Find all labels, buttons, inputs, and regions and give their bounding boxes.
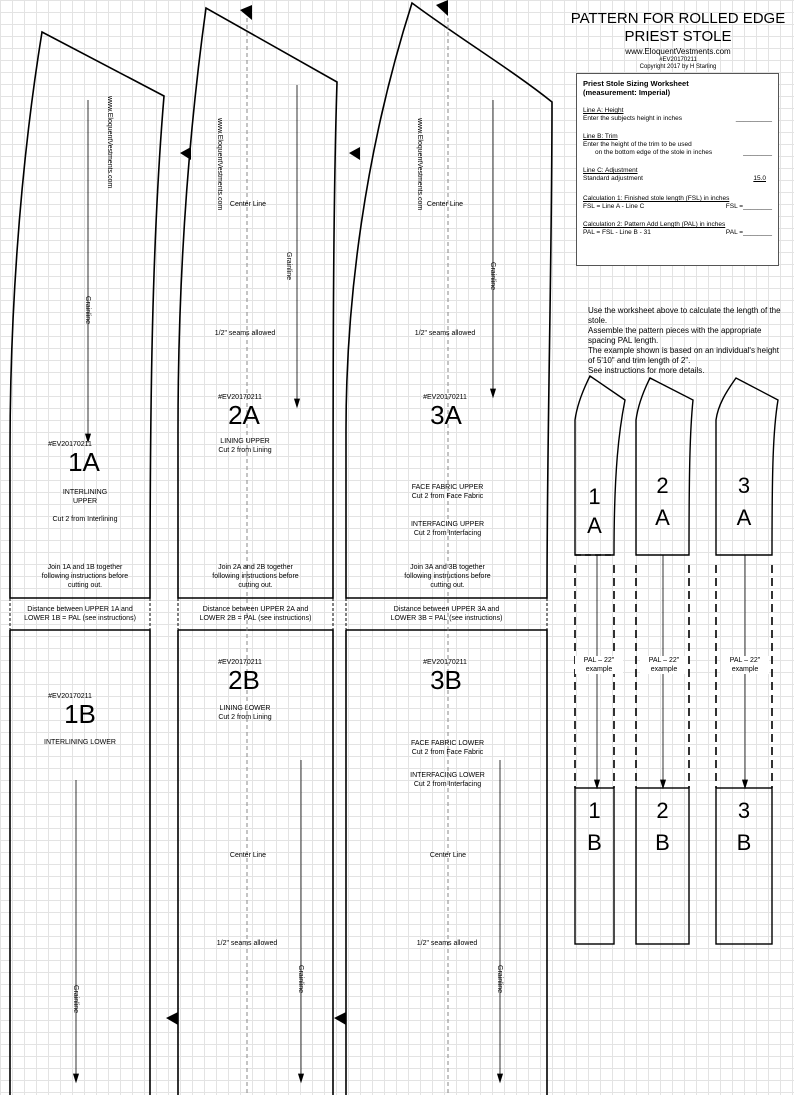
instruction-3: The example shown is based on an individual's height of 5'10" and trim length of 2". — [588, 346, 779, 365]
piece-3a-join — [375, 563, 520, 590]
diagram-2a-label-2: A — [655, 505, 670, 530]
piece-2a-grainline: Grainline — [285, 252, 292, 281]
piece-2a-join-3: cutting out. — [238, 582, 273, 589]
piece-1a-name: INTERLINING — [62, 489, 108, 496]
piece-3b-center-line: Center Line — [429, 852, 467, 859]
piece-2a-seam: 1/2" seams allowed — [214, 330, 276, 337]
diagram-3-dashes — [716, 565, 772, 788]
piece-2a-join — [183, 563, 328, 590]
piece-3b-outline — [346, 630, 547, 1095]
diagram-3b-label-2: B — [736, 830, 752, 855]
notch-3a-top — [436, 0, 448, 16]
diagram-1a-label-1: 1 — [588, 484, 601, 509]
gap-3-line-2: LOWER 3B = PAL (see instructions) — [390, 615, 503, 622]
header-code: #EV20170211 — [659, 57, 697, 63]
piece-3a-name: FACE FABRIC UPPER — [411, 484, 484, 491]
diagram-3a-label-2: A — [736, 505, 752, 530]
piece-1b-code: #EV20170211 — [48, 693, 92, 700]
calc-2-blank[interactable]: ________ — [743, 229, 772, 236]
line-a-text: Enter the subjects height in inches — [583, 115, 683, 122]
diagram-1b-label-2: B — [587, 830, 602, 855]
piece-1b-grainline: Grainline — [72, 985, 79, 1014]
piece-3a-cut: Cut 2 from Face Fabric — [411, 493, 484, 500]
instruction-1: Use the worksheet above to calculate the length of the stole. — [588, 306, 781, 325]
piece-2b-code: #EV20170211 — [218, 659, 262, 666]
piece-3b-id: 3B — [430, 665, 462, 695]
gap-3-label — [346, 605, 547, 623]
diagram-1-pal — [575, 656, 623, 674]
diagram-2-pal-label: PAL – 22" — [648, 657, 680, 664]
piece-1a-cut: Cut 2 from Interlining — [52, 516, 118, 523]
diagram-2-arrow — [661, 780, 666, 788]
diagram-2-example: example — [650, 666, 678, 673]
calc-1-result: FSL = — [725, 203, 744, 210]
diagram-3a-label-1: 3 — [737, 473, 751, 498]
arrow-3b — [498, 1074, 503, 1082]
instruction-4: See instructions for more details. — [588, 366, 705, 375]
gap-3-line-1: Distance between UPPER 3A and — [393, 606, 500, 613]
piece-3a-join-2: following instructions before — [404, 573, 491, 580]
line-b-text-1: Enter the height of the trim to be used — [583, 141, 692, 148]
diagram-3b-label-1: 3 — [737, 798, 751, 823]
piece-2b-grainline: Grainline — [297, 965, 304, 994]
piece-2b-name: LINING LOWER — [219, 705, 271, 712]
piece-1a-code: #EV20170211 — [48, 441, 92, 448]
piece-3a-seam: 1/2" seams allowed — [414, 330, 476, 337]
sizing-worksheet — [576, 73, 779, 266]
diagram-3-arrow — [743, 780, 748, 788]
diagram-3-pal — [721, 656, 769, 674]
gap-1-label — [10, 605, 150, 623]
piece-3a-join-1: Join 3A and 3B together — [410, 564, 485, 571]
piece-2a-join-2: following instructions before — [212, 573, 299, 580]
piece-1a-join-3: cutting out. — [67, 582, 103, 589]
piece-1a-grainline: Grainline — [84, 296, 91, 325]
diagram-1a-label-2: A — [587, 513, 602, 538]
calc-2-text: PAL = FSL - Line B - 31 — [583, 229, 651, 236]
calc-1-blank[interactable]: ________ — [743, 203, 772, 210]
calc-2-result: PAL = — [725, 229, 744, 236]
piece-3a-grainline: Grainline — [489, 262, 496, 291]
notch-2b-left — [166, 1012, 178, 1025]
diagram-3-pal-label: PAL – 22" — [729, 657, 761, 664]
piece-2a-join-1: Join 2A and 2B together — [218, 564, 293, 571]
piece-3a-website: www.EloquentVestments.com — [416, 118, 423, 211]
notch-3b-left — [334, 1012, 346, 1025]
diagram-1b-label-1: 1 — [588, 798, 601, 823]
piece-1a-join — [15, 563, 155, 590]
piece-3a-center-line: Center Line — [426, 201, 464, 208]
page-title-line-1: PATTERN FOR ROLLED EDGE — [570, 10, 786, 27]
diagram-1-dashes — [575, 565, 614, 788]
piece-2a-id: 2A — [228, 400, 260, 430]
notch-3a-left — [349, 147, 360, 160]
line-b-text-2: on the bottom edge of the stole in inches — [595, 149, 713, 156]
piece-1b-id: 1B — [64, 699, 96, 729]
piece-2a-name: LINING UPPER — [220, 438, 270, 445]
piece-3b-grainline: Grainline — [496, 965, 503, 994]
diagram-1-example: example — [585, 666, 613, 673]
diagram-2b-label-2: B — [655, 830, 670, 855]
gap-2-line-2: LOWER 2B = PAL (see instructions) — [199, 615, 312, 622]
calc-1-label: Calculation 1: Finished stole length (FSL) in inches — [583, 195, 730, 202]
piece-3a-code: #EV20170211 — [423, 394, 467, 401]
arrow-2b — [299, 1074, 304, 1082]
piece-3b-seam: 1/2" seams allowed — [416, 940, 478, 947]
diagram-1-arrow — [595, 780, 600, 788]
piece-3b-cut-2: Cut 2 from Interfacing — [413, 781, 482, 788]
line-c-text: Standard adjustment — [583, 175, 643, 182]
piece-2b-cut: Cut 2 from Lining — [218, 714, 272, 721]
line-b-blank[interactable]: ________ — [743, 149, 772, 156]
worksheet-title: Priest Stole Sizing Worksheet — [583, 79, 689, 88]
gap-1-line-1: Distance between UPPER 1A and — [27, 606, 133, 613]
piece-3b-code: #EV20170211 — [423, 659, 467, 666]
piece-3b-name-2: INTERFACING LOWER — [410, 772, 485, 779]
piece-3a-join-3: cutting out. — [430, 582, 465, 589]
worksheet-subtitle: (measurement: Imperial) — [583, 88, 671, 97]
piece-2b-outline — [178, 630, 333, 1095]
page-title-line-2: PRIEST STOLE — [624, 28, 732, 45]
diagram-2-dashes — [636, 565, 689, 788]
arrow-3a — [491, 389, 496, 397]
instruction-2: Assemble the pattern pieces with the appropriate spacing PAL length. — [588, 326, 762, 345]
piece-2a-outline — [178, 8, 337, 598]
piece-2a-website: www.EloquentVestments.com — [216, 118, 223, 211]
piece-3a-cut-2: Cut 2 from Interfacing — [413, 530, 482, 537]
piece-1a-join-2: following instructions before — [41, 573, 129, 580]
piece-2b-seam: 1/2" seams allowed — [216, 940, 278, 947]
piece-3a-id: 3A — [430, 400, 462, 430]
diagram-2b-label-1: 2 — [656, 798, 669, 823]
piece-2b-id: 2B — [228, 665, 260, 695]
notch-2a-top — [240, 5, 252, 20]
header-copyright: Copyright 2017 by H Starling — [639, 64, 717, 70]
piece-2a-center-line: Center Line — [229, 201, 267, 208]
gap-2-line-1: Distance between UPPER 2A and — [202, 606, 309, 613]
calc-2-label: Calculation 2: Pattern Add Length (PAL) in inches — [583, 221, 726, 228]
diagram-1-pal-label: PAL – 22" — [583, 657, 615, 664]
piece-1a-join-1: Join 1A and 1B together — [47, 564, 123, 571]
header-website: www.EloquentVestments.com — [625, 47, 731, 56]
diagram-2-pal — [640, 656, 688, 674]
piece-2b-center-line: Center Line — [229, 852, 267, 859]
line-b-label: Line B: Trim — [583, 133, 618, 140]
piece-1a-website: www.EloquentVestments.com — [106, 96, 113, 189]
piece-3a-outline — [346, 3, 552, 598]
piece-1a-name-2: UPPER — [72, 498, 98, 505]
calc-1-text: FSL = Line A - Line C — [583, 203, 645, 210]
piece-1a-id: 1A — [68, 447, 100, 477]
gap-2-label — [178, 605, 333, 623]
line-a-blank[interactable]: __________ — [735, 115, 772, 122]
piece-3b-name: FACE FABRIC LOWER — [410, 740, 485, 747]
notch-2a-left — [180, 147, 191, 160]
line-c-value: 15.0 — [753, 175, 766, 182]
line-c-label: Line C: Adjustment — [583, 167, 638, 174]
piece-3a-name-2: INTERFACING UPPER — [410, 521, 485, 528]
piece-1b-name: INTERLINING LOWER — [44, 739, 116, 746]
line-a-label: Line A: Height — [583, 107, 624, 114]
diagram-3-example: example — [731, 666, 759, 673]
piece-2a-cut: Cut 2 from Lining — [218, 447, 272, 454]
piece-3b-cut: Cut 2 from Face Fabric — [411, 749, 484, 756]
arrow-1b — [74, 1074, 79, 1082]
gap-1-line-2: LOWER 1B = PAL (see instructions) — [24, 615, 136, 622]
piece-2a-code: #EV20170211 — [218, 394, 262, 401]
instructions — [588, 306, 784, 376]
diagram-2a-label-1: 2 — [656, 473, 669, 498]
